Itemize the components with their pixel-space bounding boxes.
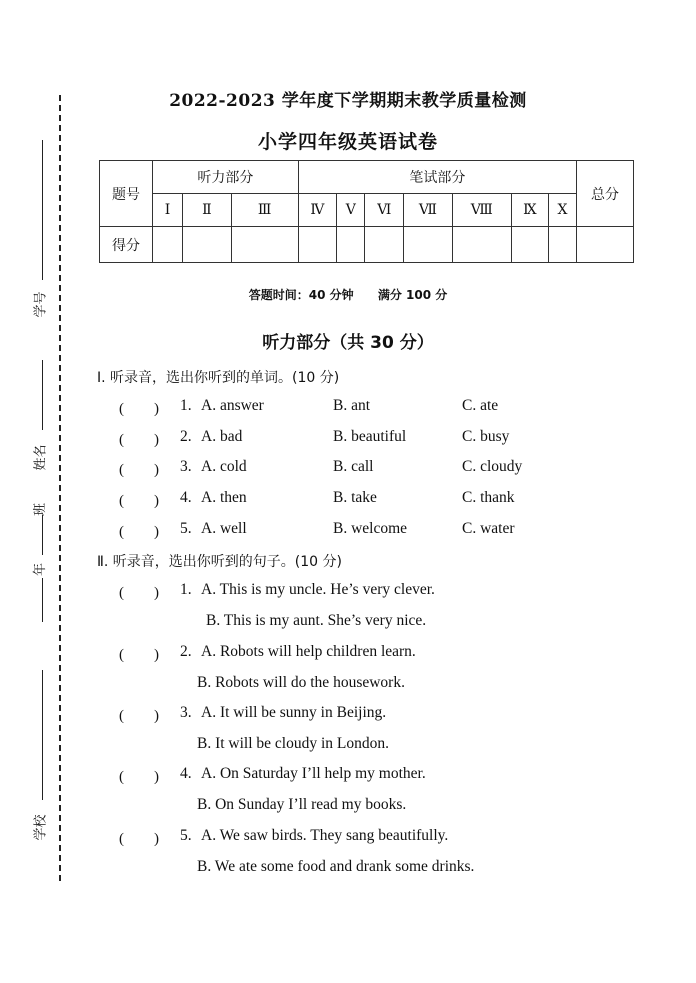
- part1-heading: Ⅰ. 听录音，选出你听到的单词。(10 分): [97, 370, 340, 386]
- exam-subtitle: 小学四年级英语试卷: [257, 131, 438, 153]
- numeral-cell: Ⅹ: [548, 194, 576, 227]
- sentence-b: B. It will be cloudy in London.: [197, 735, 390, 752]
- school-label: 学校: [33, 814, 49, 841]
- numeral-cell: Ⅴ: [337, 194, 365, 227]
- exam-info: [0, 286, 696, 303]
- class-label: 班: [33, 502, 49, 517]
- answer-paren[interactable]: ( ): [119, 462, 159, 478]
- option-a: A. answer: [201, 397, 264, 414]
- numeral-cell: Ⅳ: [298, 194, 336, 227]
- sentence-a: A. On Saturday I’ll help my mother.: [201, 765, 426, 782]
- sentence-a: A. It will be sunny in Beijing.: [201, 704, 387, 721]
- exam-time: 答题时间：40 分钟: [248, 288, 354, 302]
- sentence-a: A. Robots will help children learn.: [201, 643, 416, 660]
- question-number: 4.: [180, 765, 192, 782]
- answer-paren[interactable]: ( ): [119, 647, 159, 663]
- student-number-line: [42, 140, 43, 280]
- question-number: 4.: [180, 489, 192, 506]
- total-score-cell[interactable]: [577, 227, 634, 263]
- sentence-b: B. This is my aunt. She’s very nice.: [206, 612, 427, 629]
- listening-section-title: 听力部分（共 30 分）: [262, 333, 434, 353]
- numeral-cell: Ⅲ: [231, 194, 298, 227]
- sentence-a: A. This is my uncle. He’s very clever.: [201, 581, 435, 598]
- school-line: [42, 670, 43, 800]
- numeral-cell: Ⅸ: [511, 194, 548, 227]
- option-b: B. call: [333, 458, 374, 475]
- part2-heading: Ⅱ. 听录音，选出你听到的句子。(10 分): [97, 554, 342, 570]
- question-number: 5.: [180, 520, 192, 537]
- name-label: 姓名: [33, 444, 49, 471]
- answer-paren[interactable]: ( ): [119, 432, 159, 448]
- question-number: 1.: [180, 397, 192, 414]
- answer-paren[interactable]: ( ): [119, 708, 159, 724]
- student-number-label: 学号: [33, 291, 49, 318]
- sentence-b: B. On Sunday I’ll read my books.: [197, 796, 407, 813]
- score-input-cell[interactable]: [183, 227, 232, 263]
- sentence-a: A. We saw birds. They sang beautifully.: [201, 827, 449, 844]
- option-b: B. ant: [333, 397, 371, 414]
- option-c: C. ate: [462, 397, 499, 414]
- question-number: 2.: [180, 643, 192, 660]
- total-header-cell: 总分: [577, 161, 634, 227]
- option-b: B. take: [333, 489, 377, 506]
- option-c: C. cloudy: [462, 458, 523, 475]
- numeral-cell: Ⅶ: [404, 194, 453, 227]
- item-label-cell: 题号: [100, 161, 153, 227]
- written-header-cell: 笔试部分: [298, 161, 576, 194]
- grade-line: [42, 578, 43, 622]
- option-c: C. busy: [462, 428, 510, 445]
- grade-label: 年: [33, 562, 49, 577]
- option-c: C. thank: [462, 489, 515, 506]
- name-line: [42, 360, 43, 430]
- option-c: C. water: [462, 520, 515, 537]
- question-number: 1.: [180, 581, 192, 598]
- answer-paren[interactable]: ( ): [119, 524, 159, 540]
- option-a: A. well: [201, 520, 247, 537]
- numeral-cell: Ⅷ: [452, 194, 511, 227]
- exam-full-score: 满分 100 分: [377, 288, 448, 302]
- score-input-cell[interactable]: [153, 227, 183, 263]
- answer-paren[interactable]: ( ): [119, 493, 159, 509]
- score-input-cell[interactable]: [231, 227, 298, 263]
- question-number: 5.: [180, 827, 192, 844]
- answer-paren[interactable]: ( ): [119, 831, 159, 847]
- option-b: B. welcome: [333, 520, 408, 537]
- sentence-b: B. Robots will do the housework.: [197, 674, 405, 691]
- numeral-cell: Ⅵ: [365, 194, 404, 227]
- exam-title: 2022-2023 学年度下学期期末教学质量检测: [169, 91, 527, 111]
- option-a: A. bad: [201, 428, 243, 445]
- score-input-cell[interactable]: [337, 227, 365, 263]
- score-input-cell[interactable]: [511, 227, 548, 263]
- option-a: A. then: [201, 489, 247, 506]
- score-input-cell[interactable]: [548, 227, 576, 263]
- listening-header-cell: 听力部分: [153, 161, 299, 194]
- score-input-cell[interactable]: [298, 227, 336, 263]
- score-table: [99, 160, 634, 263]
- score-input-cell[interactable]: [452, 227, 511, 263]
- question-number: 3.: [180, 704, 192, 721]
- score-input-cell[interactable]: [365, 227, 404, 263]
- answer-paren[interactable]: ( ): [119, 769, 159, 785]
- option-a: A. cold: [201, 458, 247, 475]
- class-line: [42, 515, 43, 555]
- score-input-cell[interactable]: [404, 227, 453, 263]
- binding-dashed-line: [59, 95, 61, 881]
- numeral-cell: Ⅱ: [183, 194, 232, 227]
- question-number: 2.: [180, 428, 192, 445]
- answer-paren[interactable]: ( ): [119, 585, 159, 601]
- question-number: 3.: [180, 458, 192, 475]
- option-b: B. beautiful: [333, 428, 407, 445]
- answer-paren[interactable]: ( ): [119, 401, 159, 417]
- score-label-cell: 得分: [100, 227, 153, 263]
- sentence-b: B. We ate some food and drank some drinks.: [197, 858, 475, 875]
- numeral-cell: Ⅰ: [153, 194, 183, 227]
